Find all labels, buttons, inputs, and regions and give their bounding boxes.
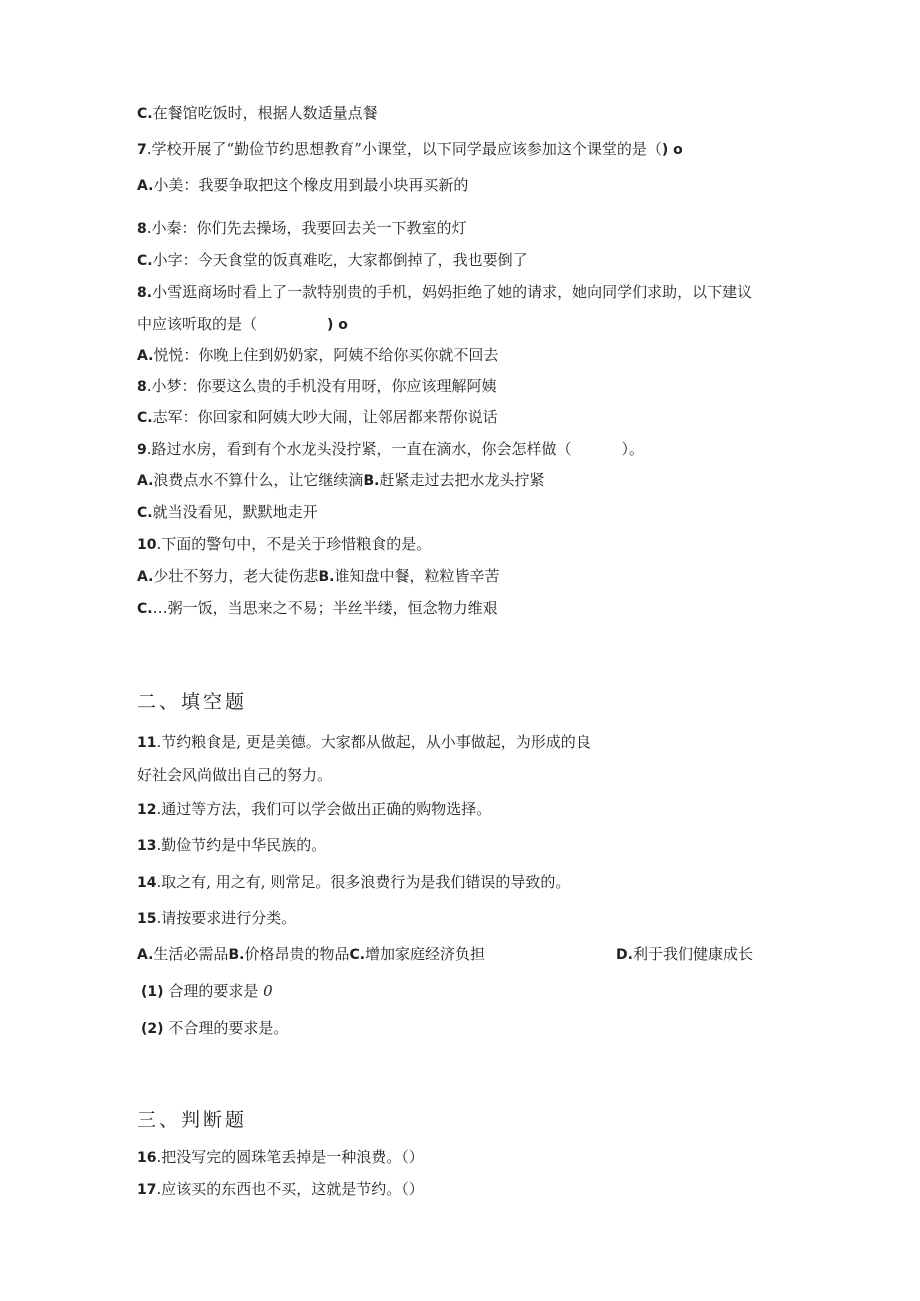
question-15: 15.请按要求进行分类。 [137,909,297,927]
question-16: 16.把没写完的圆珠笔丢掉是一种浪费。（） [137,1148,424,1166]
question-9: 9.路过水房，看到有个水龙头没拧紧，一直在滴水，你会怎样做（ ）。 [137,440,645,458]
question-17: 17.应该买的东西也不买，这就是节约。（） [137,1180,424,1198]
option-b-line: 8.小秦：你们先去操场，我要回去关一下教室的灯 [137,219,467,237]
question-15-options: A.生活必需品B.价格昂贵的物品C.增加家庭经济负担 [137,945,486,963]
question-7: 7.学校开展了“勤俭节约思想教育”小课堂，以下同学最应该参加这个课堂的是（) o [137,140,683,158]
question-15-sub-2: (2) 不合理的要求是。 [141,1019,289,1037]
option-a-line: A.悦悦：你晚上住到奶奶家，阿姨不给你买你就不回去 [137,346,499,364]
question-11-continued: 好社会风尚做出自己的努力。 [137,766,333,784]
question-14: 14.取之有, 用之有, 则常足。很多浪费行为是我们错误的导致的。 [137,873,571,891]
question-13: 13.勤俭节约是中华民族的。 [137,836,327,854]
options-a-b-line: A.浪费点水不算什么，让它继续滴B.赶紧走过去把水龙头拧紧 [137,471,545,489]
option-c-line: C.就当没看见，默默地走开 [137,503,318,521]
section-heading-fill-blank: 二、填空题 [137,691,248,713]
option-c-line: C.…粥一饭，当思来之不易；半丝半缕，恒念物力维艰 [137,599,498,617]
question-15-sub-1: (1) 合理的要求是 0 [141,982,273,1000]
question-11: 11.节约粮食是, 更是美德。大家都从做起，从小事做起，为形成的良 [137,733,591,751]
question-8: 8.小雪逛商场时看上了一款特别贵的手机，妈妈拒绝了她的请求，她向同学们求助，以下建议 [137,283,753,301]
option-b-line: 8.小梦：你要这么贵的手机没有用呀，你应该理解阿姨 [137,377,497,395]
question-8-continued: 中应该听取的是（ ) o [137,315,348,333]
section-heading-true-false: 三、判断题 [137,1109,248,1131]
option-c-line: C.在餐馆吃饭时，根据人数适量点餐 [137,104,378,122]
question-10: 10.下面的警句中，不是关于珍惜粮食的是。 [137,535,432,553]
option-c-line: C.小字：今天食堂的饭真难吃，大家都倒掉了，我也要倒了 [137,251,528,269]
question-12: 12.通过等方法，我们可以学会做出正确的购物选择。 [137,800,492,818]
option-c-line: C.志军：你回家和阿姨大吵大闹，让邻居都来帮你说话 [137,408,498,426]
options-a-b-line: A.少壮不努力，老大徒伤悲B.谁知盘中餐，粒粒皆辛苦 [137,567,500,585]
option-a-line: A.小美：我要争取把这个橡皮用到最小块再买新的 [137,176,469,194]
question-15-option-d: D.利于我们健康成长 [616,945,753,963]
